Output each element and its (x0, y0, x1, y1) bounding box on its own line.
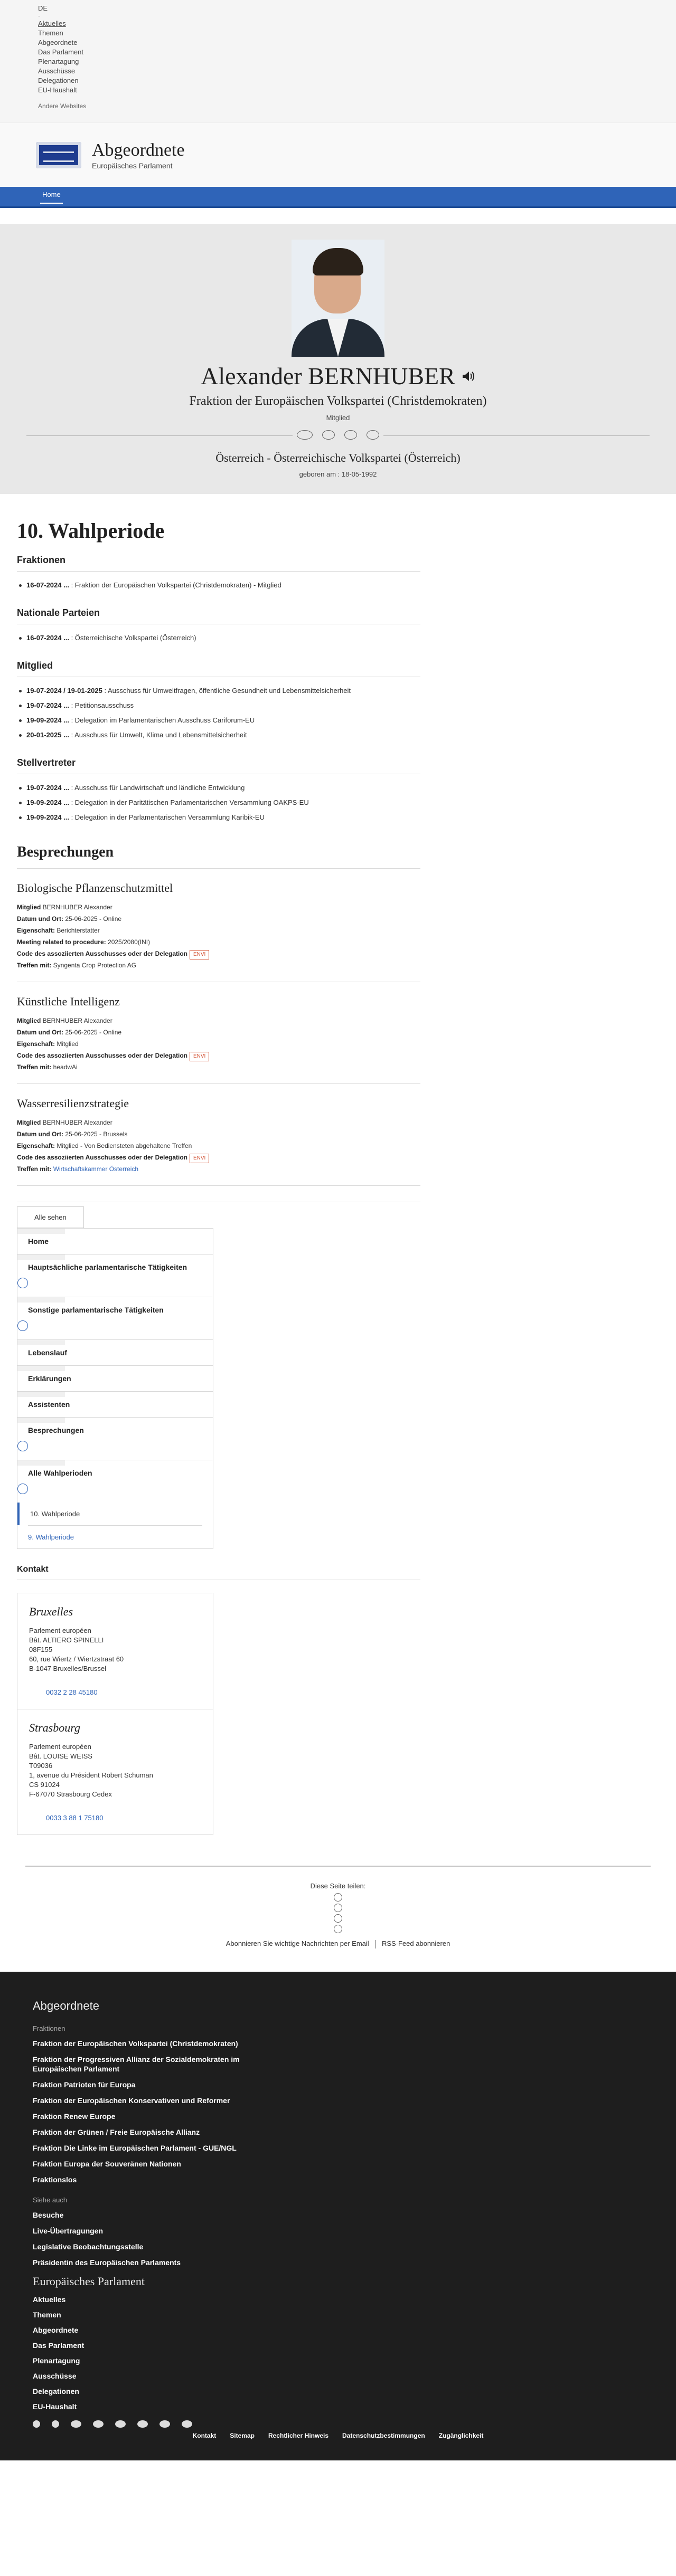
mep-header (0, 224, 676, 494)
reddit-icon[interactable] (182, 2420, 192, 2428)
footer-link[interactable]: Aktuelles (33, 2295, 66, 2304)
site-title[interactable]: Abgeordnete (92, 140, 185, 160)
site-subtitle: Europäisches Parlament (92, 161, 173, 170)
mep-role: Mitglied (326, 414, 350, 422)
footer-link[interactable]: Legislative Beobachtungsstelle (33, 2242, 144, 2251)
mep-section-nav (17, 1228, 213, 1549)
office-city: Strasbourg (29, 1721, 80, 1734)
mep-country-party: Österreich - Österreichische Volkspartei (Österreich) (215, 451, 461, 464)
nav-item-abgeordnete[interactable]: Abgeordnete (38, 39, 78, 46)
nav-item-aktuelles[interactable]: Aktuelles (38, 20, 66, 27)
instagram-icon[interactable] (71, 2420, 81, 2428)
nav-period-9[interactable]: 9. Wahlperiode (28, 1525, 202, 1548)
speaker-icon[interactable] (462, 370, 475, 382)
expand-icon[interactable] (17, 1441, 28, 1451)
footer-link[interactable]: Fraktion Patrioten für Europa (33, 2080, 136, 2089)
see-all-button[interactable]: Alle sehen (17, 1206, 84, 1228)
besprechungen-title: Besprechungen (17, 844, 420, 869)
share-section (25, 1866, 651, 1948)
share-x-icon[interactable] (334, 1904, 342, 1912)
meeting-card: Biologische Pflanzenschutzmittel Mitglied BERNHUBER Alexander Datum und Ort: 25-06-2025 - Online Eigenschaft: Berichterstatter Meeting related to procedure: 2025/2080(INI) Code des assoziierten Ausschusses oder der Delegation ENVI Treffen mit: Syngenta Crop Protection AG (17, 869, 420, 982)
meeting-title: Biologische Pflanzenschutzmittel (17, 881, 173, 895)
nav-other-activities[interactable]: Sonstige parlamentarische Tätigkeiten (17, 1297, 213, 1340)
nav-main-activities[interactable]: Hauptsächliche parlamentarische Tätigkeiten (17, 1254, 213, 1297)
meeting-card: Künstliche Intelligenz Mitglied BERNHUBER Alexander Datum und Ort: 25-06-2025 - Online Eigenschaft: Mitglied Code des assoziierten Ausschusses oder der Delegation ENVI Treffen mit: headwAi (17, 982, 420, 1084)
nav-item-parlament[interactable]: Das Parlament (38, 48, 83, 56)
x-icon[interactable] (52, 2420, 59, 2428)
footer-link[interactable]: Fraktion Europa der Souveränen Nationen (33, 2159, 181, 2168)
office-city: Bruxelles (29, 1605, 73, 1618)
list-item: 19-09-2024 ... : Delegation in der Paritätischen Parlamentarischen Versammlung OAKPS-EU (26, 795, 418, 810)
nav-item-delegationen[interactable]: Delegationen (38, 77, 79, 84)
nav-all-periods[interactable]: Alle Wahlperioden (17, 1460, 213, 1503)
email-icon[interactable] (297, 430, 313, 440)
facebook-icon[interactable] (344, 430, 357, 440)
language-selector[interactable]: DE (38, 4, 48, 12)
footer-link[interactable]: Abgeordnete (33, 2325, 79, 2334)
footer-link[interactable]: Präsidentin des Europäischen Parlaments (33, 2258, 181, 2267)
footer-link[interactable]: Fraktionslos (33, 2175, 77, 2184)
website-icon[interactable] (322, 430, 335, 440)
footer-link[interactable]: EU-Haushalt (33, 2402, 77, 2411)
period-title: 10. Wahlperiode (17, 519, 165, 543)
mep-birthdate: geboren am : 18-05-1992 (299, 470, 377, 478)
list-item: 19-09-2024 ... : Delegation im Parlamentarischen Ausschuss Cariforum-EU (26, 713, 418, 728)
mitglied-list (17, 683, 418, 743)
nav-item-eu-haushalt[interactable]: EU-Haushalt (38, 86, 77, 94)
footer-link[interactable]: Plenartagung (33, 2356, 80, 2365)
committee-badge[interactable]: ENVI (190, 1052, 209, 1061)
breadcrumb-bar (0, 187, 676, 208)
flickr-icon[interactable] (137, 2420, 148, 2428)
footer-link[interactable]: Delegationen (33, 2387, 79, 2396)
nav-item-themen[interactable]: Themen (38, 29, 63, 37)
footer-legal-link[interactable]: Rechtlicher Hinweis (268, 2431, 329, 2439)
fraktionen-list (17, 578, 418, 593)
footer-link[interactable]: Live-Übertragungen (33, 2226, 104, 2235)
section-stellvertreter-title: Stellvertreter (17, 757, 420, 774)
office-phone[interactable]: 0032 2 28 45180 (46, 1688, 98, 1696)
footer-link[interactable]: Fraktion der Grünen / Freie Europäische Allianz (33, 2127, 200, 2136)
expand-icon[interactable] (17, 1278, 28, 1288)
section-mitglied-title: Mitglied (17, 660, 420, 677)
footer-contact-link[interactable]: Kontakt (192, 2431, 217, 2439)
mep-name: Alexander BERNHUBER (201, 363, 455, 389)
list-item: 19-07-2024 ... : Ausschuss für Landwirtschaft und ländliche Entwicklung (26, 781, 418, 795)
footer-link[interactable]: Fraktion Die Linke im Europäischen Parlament - GUE/NGL (33, 2143, 237, 2152)
footer-fraktionen-label: Fraktionen (33, 2024, 65, 2032)
footer-link[interactable]: Fraktion Renew Europe (33, 2112, 116, 2121)
list-item: 19-07-2024 / 19-01-2025 : Ausschuss für Umweltfragen, öffentliche Gesundheit und Lebensmittelsicherheit (26, 683, 418, 698)
list-item: 16-07-2024 ... : Fraktion der Europäischen Volkspartei (Christdemokraten) - Mitglied (26, 578, 418, 593)
rss-feed-link[interactable]: RSS-Feed abonnieren (381, 1940, 450, 1947)
stellvertreter-list (17, 781, 418, 825)
footer-legal-links (0, 2432, 676, 2439)
subscribe-email-link[interactable]: Abonnieren Sie wichtige Nachrichten per Email (226, 1940, 369, 1947)
nav-home[interactable]: Home (17, 1229, 213, 1254)
home-tab[interactable]: Home (40, 187, 63, 204)
footer-link[interactable]: Themen (33, 2310, 61, 2319)
meeting-with-link[interactable]: Wirtschaftskammer Österreich (53, 1165, 139, 1173)
ep-logo-icon[interactable] (36, 142, 81, 168)
kontakt-title: Kontakt (17, 1565, 420, 1580)
committee-badge[interactable]: ENVI (190, 1154, 209, 1163)
nav-period-10[interactable]: 10. Wahlperiode (17, 1503, 213, 1525)
list-item: 19-07-2024 ... : Petitionsausschuss (26, 698, 418, 713)
footer-link[interactable]: Ausschüsse (33, 2371, 77, 2380)
footer-accessibility-link[interactable]: Zugänglichkeit (438, 2431, 484, 2439)
office-card-strasbourg: Strasbourg Parlement européen Bât. LOUISE WEISS T09036 1, avenue du Président Robert Schuman CS 91024 F-67070 Strasbourg Cedex 0033 3 88 1 75180 (17, 1709, 213, 1835)
site-header (0, 122, 676, 187)
share-facebook-icon[interactable] (334, 1893, 342, 1902)
meeting-title: Künstliche Intelligenz (17, 995, 120, 1008)
footer-sitemap-link[interactable]: Sitemap (230, 2431, 255, 2439)
footer-link[interactable]: Fraktion der Europäischen Volkspartei (Christdemokraten) (33, 2039, 238, 2048)
footer-see-also-label: Siehe auch (33, 2195, 68, 2204)
footer-social-icons (33, 2420, 676, 2428)
footer-link[interactable]: Besuche (33, 2210, 64, 2219)
footer-ep-title: Europäisches Parlament (33, 2274, 145, 2288)
mep-photo (292, 240, 384, 357)
nav-item-ausschuesse[interactable]: Ausschüsse (38, 67, 76, 75)
meeting-title: Wasserresilienzstrategie (17, 1097, 129, 1110)
nav-declarations[interactable]: Erklärungen (17, 1366, 213, 1392)
nav-meetings[interactable]: Besprechungen (17, 1418, 213, 1460)
list-item: 19-09-2024 ... : Delegation in der Parlamentarischen Versammlung Karibik-EU (26, 810, 418, 825)
social-links-row (26, 430, 650, 441)
office-card-bruxelles: Bruxelles Parlement européen Bât. ALTIERO SPINELLI 08F155 60, rue Wiertz / Wiertzstraat 60 B-1047 Bruxelles/Brussel 0032 2 28 45180 (17, 1593, 213, 1709)
list-item: 20-01-2025 ... : Ausschuss für Umwelt, Klima und Lebensmittelsicherheit (26, 728, 418, 743)
section-parteien-title: Nationale Parteien (17, 607, 420, 624)
mep-faction: Fraktion der Europäischen Volkspartei (Christdemokraten) (189, 394, 487, 408)
expand-icon[interactable] (17, 1484, 28, 1494)
youtube-icon[interactable] (115, 2420, 126, 2428)
section-fraktionen-title: Fraktionen (17, 555, 420, 572)
language-separator: - (38, 12, 41, 20)
top-navigation (0, 0, 676, 122)
nav-item-plenartagung[interactable]: Plenartagung (38, 58, 79, 65)
mep-name-row (0, 362, 676, 390)
meeting-card: Wasserresilienzstrategie Mitglied BERNHUBER Alexander Datum und Ort: 25-06-2025 - Brussels Eigenschaft: Mitglied - Von Bediensteten abgehaltene Treffen Code des assoziierten Ausschusses oder der Delegation ENVI Treffen mit: Wirtschaftskammer Österreich (17, 1084, 420, 1186)
share-email-icon[interactable] (334, 1925, 342, 1933)
parteien-list (17, 631, 418, 645)
expand-icon[interactable] (17, 1320, 28, 1331)
footer-title: Abgeordnete (33, 1999, 99, 2012)
other-websites-link[interactable]: Andere Websites (38, 102, 87, 110)
office-phone[interactable]: 0033 3 88 1 75180 (46, 1814, 104, 1822)
footer-link[interactable]: Das Parlament (33, 2341, 84, 2350)
list-item: 16-07-2024 ... : Österreichische Volkspartei (Österreich) (26, 631, 418, 645)
nav-assistants[interactable]: Assistenten (17, 1392, 213, 1418)
instagram-icon[interactable] (367, 430, 379, 440)
site-footer (0, 1972, 676, 2460)
linkedin-icon[interactable] (93, 2420, 104, 2428)
footer-link[interactable]: Fraktion der Europäischen Konservativen und Reformer (33, 2096, 230, 2105)
main-content (17, 518, 659, 1835)
share-label: Diese Seite teilen: (310, 1882, 366, 1890)
share-linkedin-icon[interactable] (334, 1914, 342, 1923)
nav-cv[interactable]: Lebenslauf (17, 1340, 213, 1366)
footer-privacy-link[interactable]: Datenschutzbestimmungen (342, 2431, 425, 2439)
footer-link[interactable]: Fraktion der Progressiven Allianz der Sozialdemokraten im Europäischen Parlament (33, 2055, 240, 2073)
tiktok-icon[interactable] (159, 2420, 170, 2428)
committee-badge[interactable]: ENVI (190, 950, 209, 959)
facebook-icon[interactable] (33, 2420, 40, 2428)
